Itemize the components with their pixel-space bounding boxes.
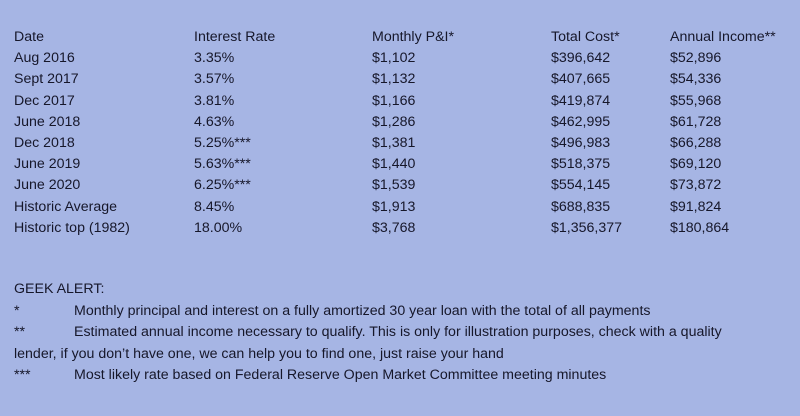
table-row [14,175,794,196]
table-row [14,154,794,175]
cell-date: June 2020 [14,177,81,194]
cell-interest-rate: 3.35% [194,50,235,67]
footnote-item [14,322,790,344]
footnote-marker: *** [14,367,31,384]
cell-total-cost: $419,874 [551,92,611,109]
cell-monthly-pi: $1,102 [372,50,416,67]
cell-date: Historic top (1982) [14,219,130,236]
cell-interest-rate: 5.63%*** [194,156,251,173]
rate-table [14,27,794,239]
cell-date: Historic Average [14,198,118,215]
cell-total-cost: $462,995 [551,113,611,130]
cell-total-cost: $518,375 [551,156,611,173]
cell-annual-income: $52,896 [670,50,722,67]
footnote-marker: * [14,302,20,319]
cell-interest-rate: 4.63% [194,113,235,130]
footnotes [14,279,790,387]
cell-total-cost: $496,983 [551,134,611,151]
footnote-item [14,301,790,323]
cell-annual-income: $54,336 [670,71,722,88]
table-header-row [14,27,794,48]
cell-date: June 2019 [14,156,81,173]
table-row [14,69,794,90]
cell-date: Dec 2017 [14,92,75,109]
footnote-text: Monthly principal and interest on a fully amortized 30 year loan with the total of all payments [74,302,651,319]
cell-date: Sept 2017 [14,71,79,88]
cell-monthly-pi: $1,286 [372,113,416,130]
cell-annual-income: $55,968 [670,92,722,109]
cell-monthly-pi: $1,381 [372,134,416,151]
notes-heading: GEEK ALERT: [14,281,105,297]
footnote-text: Estimated annual income necessary to qualify. This is only for illustration purposes, check with a quality [74,324,722,341]
cell-annual-income: $73,872 [670,177,722,194]
cell-monthly-pi: $1,166 [372,92,416,109]
cell-annual-income: $180,864 [670,219,730,236]
cell-monthly-pi: $1,440 [372,156,416,173]
footnote-text: Most likely rate based on Federal Reserve Open Market Committee meeting minutes [74,367,607,384]
cell-annual-income: $61,728 [670,113,722,130]
footnote-item [14,365,790,387]
table-row [14,133,794,154]
cell-interest-rate: 18.00% [194,219,243,236]
cell-annual-income: $69,120 [670,156,722,173]
cell-total-cost: $1,356,377 [551,219,623,236]
cell-monthly-pi: $3,768 [372,219,416,236]
header-total-cost: Total Cost* [551,29,620,45]
cell-interest-rate: 6.25%*** [194,177,251,194]
cell-annual-income: $66,288 [670,134,722,151]
table-row [14,218,794,239]
table-row [14,112,794,133]
cell-date: Dec 2018 [14,134,75,151]
cell-total-cost: $407,665 [551,71,611,88]
header-monthly-pi: Monthly P&I* [372,29,455,45]
footnote-marker: ** [14,324,26,341]
table-row [14,197,794,218]
cell-interest-rate: 8.45% [194,198,235,215]
cell-interest-rate: 3.57% [194,71,235,88]
header-date: Date [14,29,44,45]
cell-total-cost: $396,642 [551,50,611,67]
header-annual-income: Annual Income** [670,29,776,45]
cell-annual-income: $91,824 [670,198,722,215]
cell-date: Aug 2016 [14,50,75,67]
cell-date: June 2018 [14,113,81,130]
cell-interest-rate: 5.25%*** [194,134,251,151]
footnote-continuation: lender, if you don’t have one, we can help you to find one, just raise your hand [14,345,504,362]
cell-total-cost: $688,835 [551,198,611,215]
cell-monthly-pi: $1,132 [372,71,416,88]
cell-total-cost: $554,145 [551,177,611,194]
table-row [14,48,794,69]
table-row [14,91,794,112]
cell-interest-rate: 3.81% [194,92,235,109]
cell-monthly-pi: $1,913 [372,198,416,215]
header-interest-rate: Interest Rate [194,29,276,45]
cell-monthly-pi: $1,539 [372,177,416,194]
